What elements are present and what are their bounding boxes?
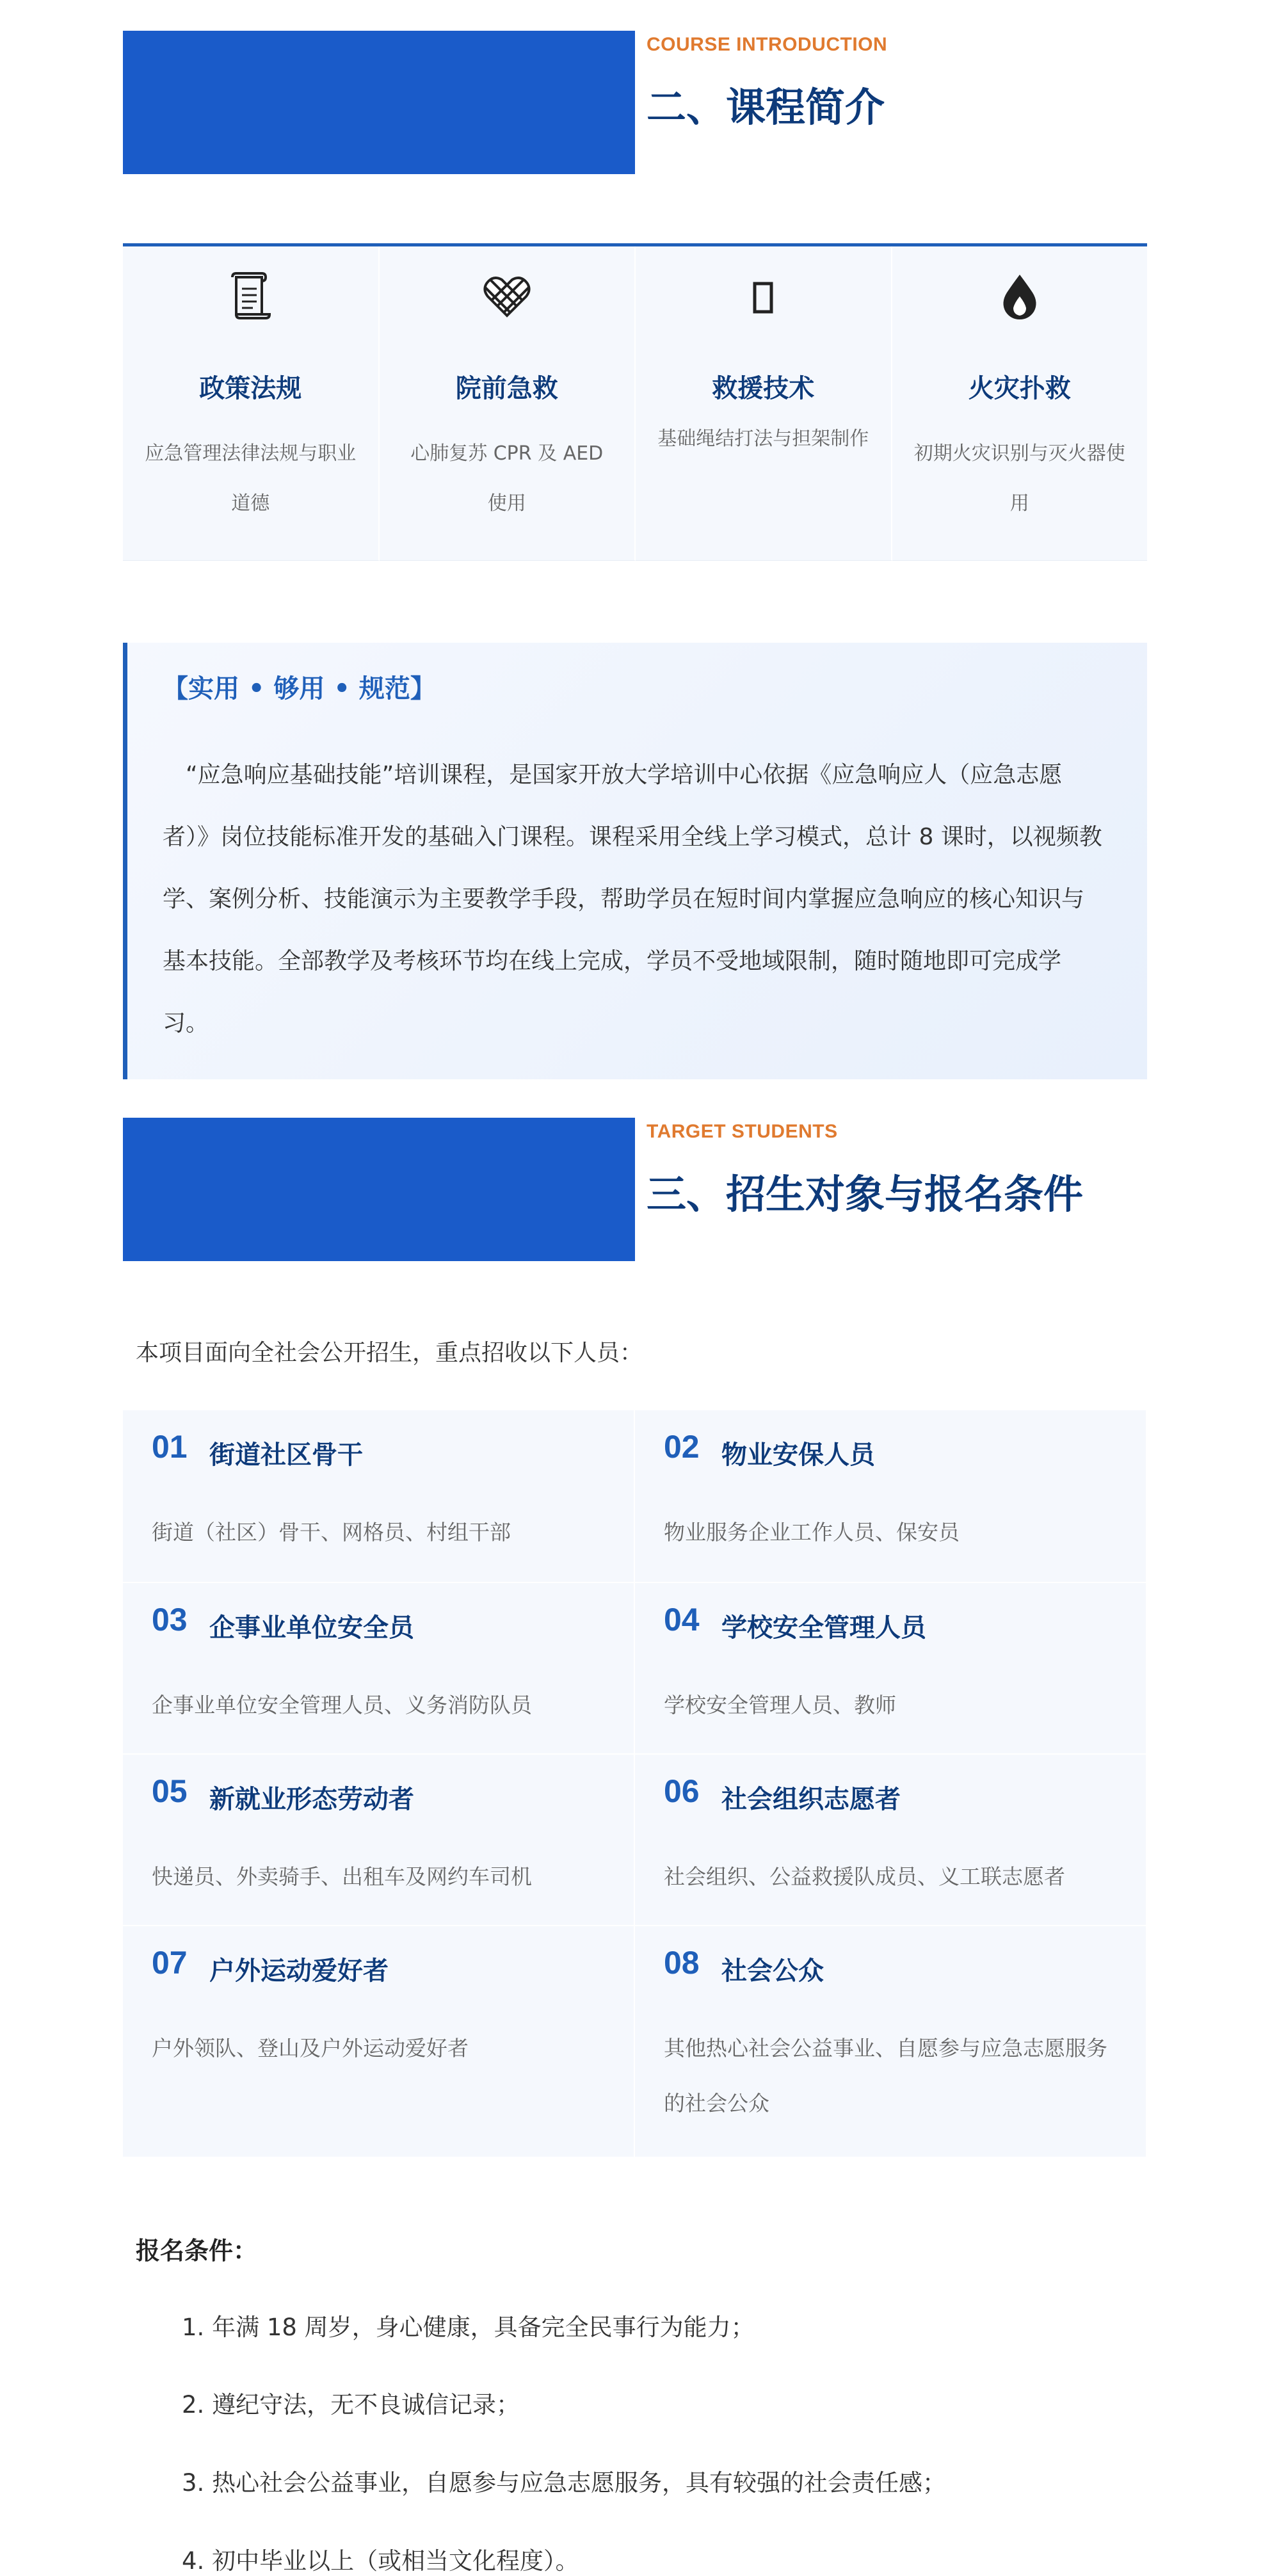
target-number: 01 (152, 1429, 188, 1465)
target-desc: 物业服务企业工作人员、保安员 (664, 1520, 960, 1545)
target-lead-text: 本项目面向全社会公开招生，重点招收以下人员： (136, 1340, 643, 1366)
feature-card-rescue (636, 246, 892, 561)
target-card (635, 1410, 1147, 1583)
target-title: 企事业单位安全员 (209, 1613, 414, 1643)
feature-card-title: 院前急救 (455, 374, 558, 403)
scroll-icon (225, 271, 276, 322)
target-card (635, 1926, 1147, 2158)
feature-card-firstaid (380, 246, 636, 561)
target-title: 新就业形态劳动者 (209, 1785, 414, 1814)
target-number: 08 (664, 1945, 700, 1981)
feature-card-policy (123, 246, 380, 561)
fire-icon (994, 271, 1045, 322)
target-title: 社会组织志愿者 (721, 1785, 901, 1814)
section-title: 三、招生对象与报名条件 (647, 1171, 1084, 1218)
target-card (635, 1755, 1147, 1926)
target-number: 07 (152, 1945, 188, 1981)
section-subtitle-en: TARGET STUDENTS (647, 1121, 838, 1142)
feature-card-title: 政策法规 (199, 374, 302, 403)
target-card (123, 1926, 635, 2158)
feature-card-desc: 基础绳结打法与担架制作 (657, 428, 869, 450)
section-subtitle-en: COURSE INTRODUCTION (647, 34, 888, 55)
feature-card-desc: 应急管理法律法规与职业道德 (145, 442, 357, 515)
target-title: 街道社区骨干 (209, 1440, 363, 1470)
section-header-course (123, 31, 1147, 174)
target-desc: 其他热心社会公益事业、自愿参与应急志愿服务的社会公众 (664, 2036, 1107, 2116)
target-number: 04 (664, 1602, 700, 1638)
target-students-grid (123, 1410, 1147, 2158)
condition-item: 1. 年满 18 周岁，身心健康，具备完全民事行为能力； (182, 2314, 755, 2341)
target-title: 社会公众 (721, 1956, 824, 1986)
target-number: 05 (152, 1773, 188, 1809)
section-color-block (123, 31, 635, 174)
section-title: 二、课程简介 (647, 84, 885, 131)
conditions-title: 报名条件： (136, 2237, 258, 2265)
target-desc: 学校安全管理人员、教师 (664, 1693, 896, 1718)
target-desc: 社会组织、公益救援队成员、义工联志愿者 (664, 1864, 1065, 1889)
target-number: 03 (152, 1602, 188, 1638)
target-card (123, 1755, 635, 1926)
target-number: 06 (664, 1773, 700, 1809)
feature-card-desc: 初期火灾识别与灭火器使用 (913, 442, 1125, 515)
target-card (123, 1410, 635, 1583)
target-desc: 户外领队、登山及户外运动爱好者 (152, 2036, 469, 2061)
condition-item: 2. 遵纪守法，无不良诚信记录； (182, 2391, 520, 2419)
target-card (635, 1583, 1147, 1755)
feature-card-desc: 心肺复苏 CPR 及 AED 使用 (410, 442, 604, 515)
target-desc: 快递员、外卖骑手、出租车及网约车司机 (152, 1864, 532, 1889)
course-intro-panel (123, 643, 1147, 1079)
target-number: 02 (664, 1429, 700, 1465)
target-title: 学校安全管理人员 (721, 1613, 926, 1643)
feature-card-title: 火灾扑救 (968, 374, 1071, 403)
heart-icon (481, 271, 533, 322)
feature-card-title: 救援技术 (712, 374, 815, 403)
condition-item: 4. 初中毕业以上（或相当文化程度）。 (182, 2547, 579, 2575)
feature-card-fire (892, 246, 1148, 561)
condition-item: 3. 热心社会公益事业，自愿参与应急志愿服务，具有较强的社会责任感； (182, 2469, 947, 2497)
target-desc: 街道（社区）骨干、网格员、村组干部 (152, 1520, 511, 1545)
section-color-block (123, 1118, 635, 1261)
target-title: 户外运动爱好者 (209, 1956, 389, 1986)
course-feature-cards (123, 243, 1147, 561)
target-card (123, 1583, 635, 1755)
rectangle-icon (737, 271, 789, 322)
intro-paragraph: “应急响应基础技能”培训课程，是国家开放大学培训中心依据《应急响应人（应急志愿者）》岗位技能标准开发的基础入门课程。课程采用全线上学习模式，总计 8 课时，以视频教学、案例分析、技能演示为主要教学手段，帮助学员在短时间内掌握应急响应的核心知识与基本技能。全部教学及考核环节均在线上完成，学员不受地域限制，随时随地即可完成学习。 (163, 762, 1102, 1036)
target-desc: 企事业单位安全管理人员、义务消防队员 (152, 1693, 532, 1718)
target-title: 物业安保人员 (721, 1440, 875, 1470)
section-header-target (123, 1118, 1147, 1261)
intro-tagline: 【实用 • 够用 • 规范】 (163, 674, 436, 704)
